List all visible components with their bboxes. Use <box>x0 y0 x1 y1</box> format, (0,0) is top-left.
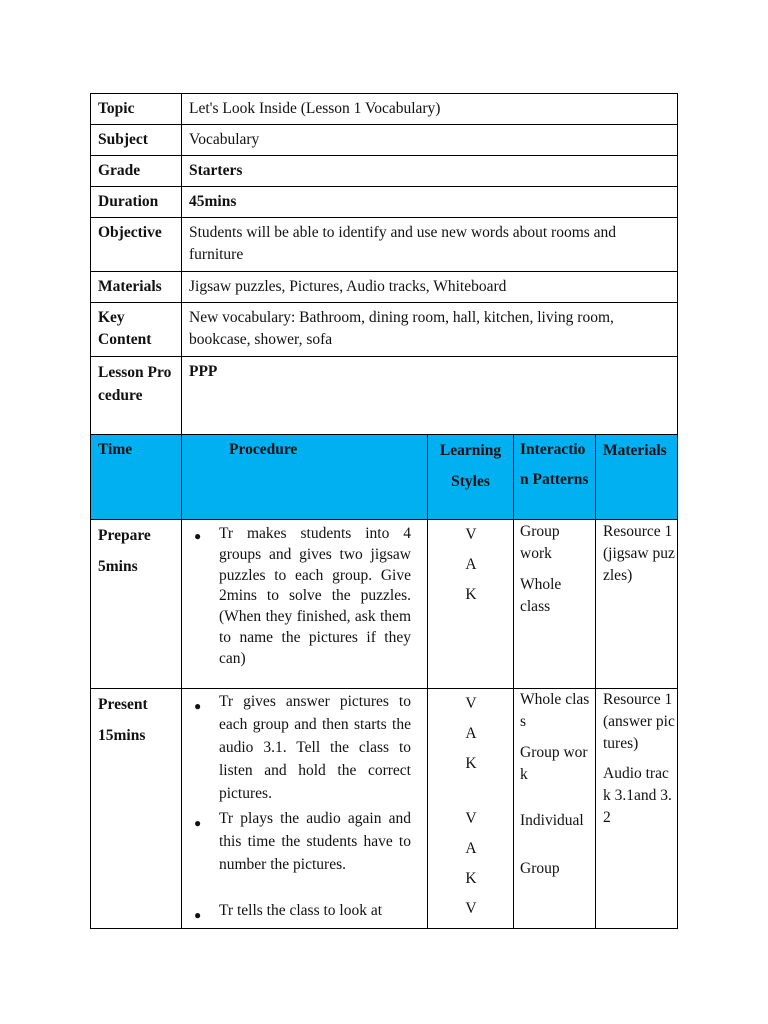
info-label-lesson-procedure <box>90 356 182 435</box>
material-item: Resource 1 (answer pictures) <box>603 691 675 752</box>
info-value-objective: Students will be able to identify and use new words about rooms and furniture <box>181 217 678 272</box>
material-item: Resource 1 (jigsaw puzzles) <box>603 523 675 584</box>
header-materials: Materials <box>595 434 678 520</box>
interaction-item: Whole class <box>520 576 562 615</box>
stage-prepare-name: Prepare <box>98 527 151 544</box>
stage-present-name: Present <box>98 696 148 713</box>
style-letter: V <box>465 695 477 712</box>
stage-present-styles <box>427 688 514 929</box>
style-letter: A <box>465 725 477 742</box>
info-label-topic: Topic <box>90 93 182 125</box>
bullet-dot-icon: ● <box>194 699 202 713</box>
interaction-item: Group <box>520 860 560 877</box>
stage-prepare-procedure <box>181 519 428 689</box>
lesson-plan-table <box>90 93 678 929</box>
lesson-procedure-label-text: Lesson Procedure <box>98 364 172 404</box>
info-label-materials: Materials <box>90 271 182 303</box>
style-letter: A <box>465 556 477 573</box>
stage-present-time <box>90 688 182 929</box>
stage-prepare-interaction <box>513 519 596 689</box>
present-step-1: Tr gives answer pictures to each group and then starts the audio 3.1. Tell the class to listen and hold the correct pictures. <box>219 693 411 802</box>
info-label-key-content: Key Content <box>90 302 182 357</box>
stage-present-interaction <box>513 688 596 929</box>
info-value-lesson-procedure: PPP <box>181 356 678 435</box>
prepare-step-1: Tr makes students into 4 groups and gives two jigsaw puzzles to each group. Give 2mins to solve the puzzles. (When they finished, ask them to name the pictures if they can) <box>219 525 411 667</box>
interaction-item: Group work <box>520 744 588 783</box>
interaction-item: Individual <box>520 812 584 829</box>
material-item: Audio track 3.1and 3.2 <box>603 765 672 826</box>
stage-prepare-materials <box>595 519 678 689</box>
style-letter: V <box>465 810 477 827</box>
interaction-item: Group work <box>520 523 560 562</box>
style-letter: K <box>465 870 477 887</box>
info-label-subject: Subject <box>90 124 182 156</box>
info-label-duration: Duration <box>90 186 182 218</box>
stage-present-procedure <box>181 688 428 929</box>
header-learning-styles: Learning Styles <box>427 434 514 520</box>
bullet-dot-icon: ● <box>194 908 202 922</box>
stage-present-duration: 15mins <box>98 727 146 744</box>
style-letter: A <box>465 840 477 857</box>
bullet-dot-icon: ● <box>194 816 202 830</box>
info-label-grade: Grade <box>90 155 182 187</box>
header-interaction-patterns: Interaction Patterns <box>513 434 596 520</box>
style-letter: K <box>465 755 477 772</box>
header-procedure: Procedure <box>181 434 428 520</box>
stage-prepare-styles <box>427 519 514 689</box>
present-step-3: Tr tells the class to look at <box>219 902 383 919</box>
header-time: Time <box>90 434 182 520</box>
bullet-dot-icon: ● <box>194 529 202 543</box>
style-letter: V <box>465 526 477 543</box>
info-value-duration: 45mins <box>181 186 678 218</box>
info-value-subject: Vocabulary <box>181 124 678 156</box>
style-letter: V <box>465 900 477 917</box>
info-label-objective: Objective <box>90 217 182 272</box>
stage-present-materials <box>595 688 678 929</box>
info-value-key-content: New vocabulary: Bathroom, dining room, hall, kitchen, living room, bookcase, shower, sofa <box>181 302 678 357</box>
interaction-item: Whole class <box>520 691 590 730</box>
info-value-grade: Starters <box>181 155 678 187</box>
info-value-materials: Jigsaw puzzles, Pictures, Audio tracks, Whiteboard <box>181 271 678 303</box>
present-step-2: Tr plays the audio again and this time the students have to number the pictures. <box>219 810 411 873</box>
info-value-topic: Let's Look Inside (Lesson 1 Vocabulary) <box>181 93 678 125</box>
stage-prepare-time <box>90 519 182 689</box>
stage-prepare-duration: 5mins <box>98 558 138 575</box>
style-letter: K <box>465 586 477 603</box>
